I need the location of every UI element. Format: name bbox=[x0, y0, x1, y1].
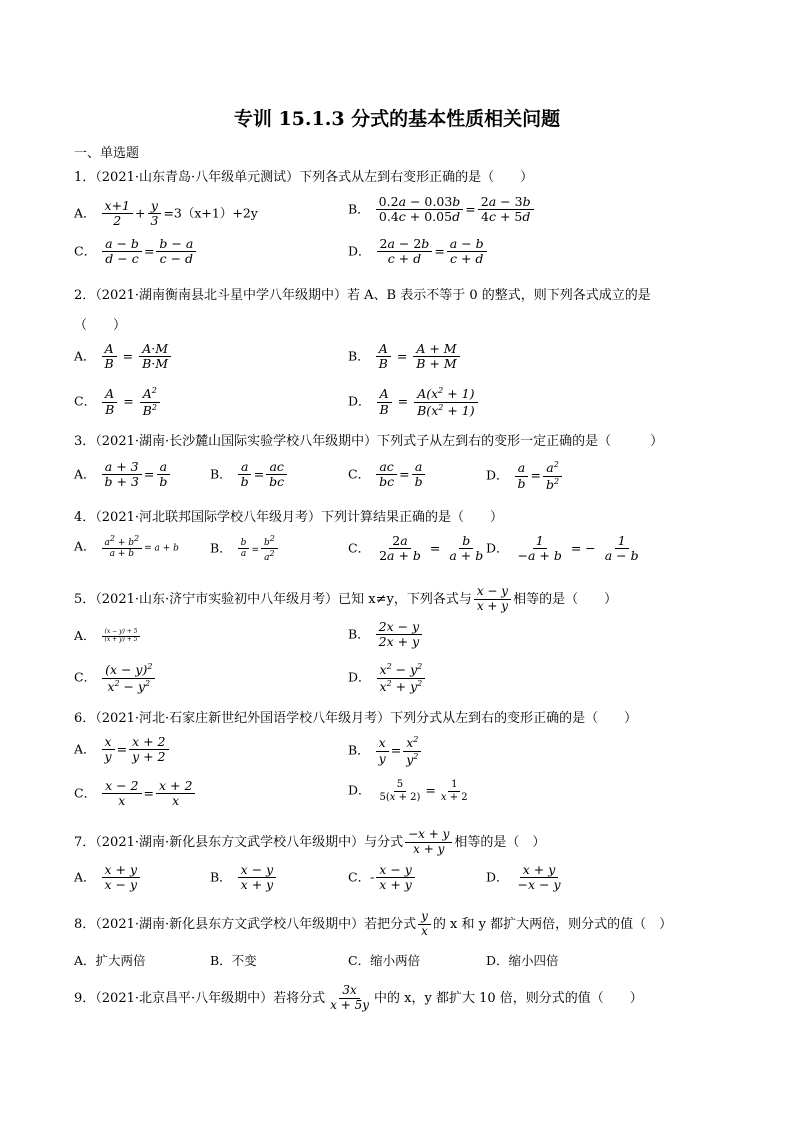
q8-option-a: A．扩大两倍 bbox=[74, 953, 146, 968]
option-label: C． bbox=[348, 540, 371, 556]
fraction: $\frac{-x + y}{x + y}$ bbox=[405, 828, 452, 857]
q6-option-b: B． $\frac{x}{y}$ = $\frac{x^2}{y^2}$ bbox=[348, 735, 423, 767]
question-9-stem bbox=[74, 984, 643, 1013]
q5-option-d bbox=[348, 662, 427, 694]
q7-option-a bbox=[74, 863, 142, 893]
fraction: $\frac{x + y}{x - y}$ bbox=[102, 863, 141, 893]
option-label: A． bbox=[74, 869, 96, 885]
stem-text: 8．（2021·湖南·新化县东方文武学校八年级期中）若把分式 bbox=[74, 916, 417, 932]
option-label: D． bbox=[348, 243, 371, 259]
fraction: $\frac{a}{b}$ bbox=[515, 461, 529, 491]
fraction: $\frac{x - 2}{x}$ bbox=[102, 779, 141, 809]
option-label: C． bbox=[74, 393, 97, 409]
option-label: A． bbox=[74, 741, 96, 757]
q2-option-a: A． $\frac{A}{B}$ = $\frac{A\cdot M}{B\cdot M}$ bbox=[74, 342, 173, 372]
q4-option-a: A． $\frac{a^2 + b^2}{a + b}$ = a + b bbox=[74, 534, 179, 560]
q2-option-b: B． $\frac{A}{B}$ = $\frac{A + M}{B + M}$ bbox=[348, 342, 462, 372]
question-3-stem: 3．（2021·湖南·长沙麓山国际实验学校八年级期中）下列式子从左到右的变形一定正确的是（ ） bbox=[74, 434, 664, 449]
q7-option-b bbox=[210, 863, 278, 893]
fraction: $\frac{x}{y}$ bbox=[102, 735, 115, 765]
fraction: $\frac{b - a}{c - d}$ bbox=[156, 237, 196, 267]
fraction: $\frac{a^2 + b^2}{a + b}$ bbox=[102, 534, 143, 560]
q5-option-a bbox=[74, 626, 142, 644]
option-label: D． bbox=[486, 540, 509, 556]
stem-text: 9．（2021·北京昌平·八年级期中）若将分式 bbox=[74, 990, 326, 1006]
fraction: $\frac{a - b}{c + d}$ bbox=[447, 237, 487, 267]
fraction: $\frac{x - y}{x + y}$ bbox=[376, 863, 415, 893]
fraction: $\frac{A}{B}$ bbox=[102, 387, 117, 417]
question-4-stem: 4．（2021·河北联邦国际学校八年级月考）下列计算结果正确的是（ ） bbox=[74, 510, 503, 525]
question-6-stem: 6．（2021·河北·石家庄新世纪外国语学校八年级月考）下列分式从左到右的变形正确的是（ ） bbox=[74, 711, 638, 726]
fraction: $\frac{b^2}{a^2}$ bbox=[261, 534, 278, 564]
fraction: $\frac{A + M}{B + M}$ bbox=[413, 342, 459, 372]
q4-option-b: B． $\frac{b}{a}$ = $\frac{b^2}{a^2}$ bbox=[210, 534, 280, 564]
q3-option-b: B． $\frac{a}{b}$ = $\frac{ac}{bc}$ bbox=[210, 460, 289, 490]
stem-text: 7．（2021·湖南·新化县东方文武学校八年级期中）与分式 bbox=[74, 834, 404, 850]
q6-option-d: D． $\frac{5}{5(x + 2)}$ = $\frac{1}{x + 2}$ bbox=[348, 779, 473, 803]
q2-option-d: D． $\frac{A}{B}$ = $\frac{A(x^2 + 1)}{B(x^2 + 1)}$ bbox=[348, 386, 480, 418]
fraction: $\frac{a}{b}$ bbox=[238, 460, 252, 490]
q3-option-a: A． $\frac{a + 3}{b + 3}$ = $\frac{a}{b}$ bbox=[74, 460, 172, 490]
option-label: B． bbox=[348, 626, 370, 642]
question-2-stem: 2．（2021·湖南衡南县北斗星中学八年级期中）若 A、B 表示不等于 0 的整式，则下列各式成立的是 bbox=[74, 288, 651, 303]
fraction: $\frac{2x - y}{2x + y}$ bbox=[376, 620, 423, 650]
stem-text: 的 x 和 y 都扩大两倍，则分式的值（ ） bbox=[432, 916, 673, 932]
option-label: B． bbox=[348, 348, 370, 364]
fraction: $\frac{x - y}{x + y}$ bbox=[474, 585, 511, 614]
fraction: $\frac{0.2a - 0.03b}{0.4c + 0.05d}$ bbox=[376, 195, 464, 225]
stem-text: 相等的是（ ） bbox=[513, 591, 618, 607]
q6-option-c: C． $\frac{x - 2}{x}$ = $\frac{x + 2}{x}$ bbox=[74, 779, 197, 809]
fraction: $\frac{A}{B}$ bbox=[377, 387, 392, 417]
fraction: $\frac{a}{b}$ bbox=[412, 460, 426, 490]
q6-option-a: A． $\frac{x}{y}$ = $\frac{x + 2}{y + 2}$ bbox=[74, 735, 171, 765]
fraction: $\frac{2a}{2a + b}$ bbox=[379, 533, 421, 564]
fraction: $\frac{(x - y) + 5}{(x + y) + 5}$ bbox=[102, 629, 141, 644]
option-label: B． bbox=[348, 742, 370, 758]
option-label: D． bbox=[486, 869, 509, 885]
option-label: B． bbox=[210, 540, 232, 556]
fraction: $\frac{b}{a}$ bbox=[238, 538, 250, 560]
fraction: $\frac{a}{b}$ bbox=[156, 460, 170, 490]
q1-option-d: D． $\frac{2a - 2b}{c + d}$ = $\frac{a - b}{c + d}$ bbox=[348, 237, 489, 267]
q8-option-d: D．缩小四倍 bbox=[486, 953, 559, 968]
fraction: $\frac{a - b}{d - c}$ bbox=[102, 237, 142, 267]
q5-option-b bbox=[348, 620, 424, 650]
fraction: $\frac{y}{x}$ bbox=[418, 910, 431, 939]
fraction: $\frac{x + 2}{y + 2}$ bbox=[129, 735, 168, 765]
fraction: $\frac{(x - y)^2}{x^2 - y^2}$ bbox=[102, 662, 155, 694]
fraction: $\frac{a + 3}{b + 3}$ bbox=[102, 460, 142, 490]
option-label: D． bbox=[348, 669, 371, 685]
stem-text: 5．（2021·山东·济宁市实验初中八年级月考）已知 x≠y，下列各式与 bbox=[74, 591, 472, 607]
question-8-stem bbox=[74, 910, 672, 939]
fraction: $\frac{x + y}{-x - y}$ bbox=[517, 862, 561, 893]
option-label: C． bbox=[74, 785, 97, 801]
option-label: B． bbox=[348, 201, 370, 217]
fraction: $\frac{x + 2}{x}$ bbox=[156, 779, 195, 809]
fraction: $\frac{2a - 3b}{4c + 5d}$ bbox=[478, 195, 534, 225]
q8-option-b: B．不变 bbox=[210, 953, 257, 968]
expression-tail: =3（x+1）+2y bbox=[163, 205, 258, 221]
fraction: $\frac{x+1}{2}$ bbox=[102, 199, 133, 229]
q1-option-c: C． $\frac{a - b}{d - c}$ = $\frac{b - a}{c - d}$ bbox=[74, 237, 198, 267]
fraction: $\frac{A}{B}$ bbox=[102, 342, 117, 372]
question-1-stem: 1．（2021·山东青岛·八年级单元测试）下列各式从左到右变形正确的是（ ） bbox=[74, 170, 534, 185]
option-label: C． bbox=[348, 466, 371, 482]
option-label: A． bbox=[74, 205, 96, 221]
page-title: 专训 15.1.3 分式的基本性质相关问题 bbox=[233, 108, 561, 130]
q4-option-d: D． $\frac{1}{-a + b}$ = − $\frac{1}{a - b}$ bbox=[486, 534, 644, 564]
stem-text: 相等的是（ ） bbox=[454, 834, 546, 850]
q1-option-b: B． $\frac{0.2a - 0.03b}{0.4c + 0.05d}$ = $\frac{2a - 3b}{4c + 5d}$ bbox=[348, 195, 536, 225]
fraction: $\frac{x}{y}$ bbox=[376, 736, 389, 766]
option-label: D． bbox=[348, 393, 371, 409]
q2-option-c: C． $\frac{A}{B}$ = $\frac{A^2}{B^2}$ bbox=[74, 386, 162, 418]
section-heading: 一、单选题 bbox=[74, 146, 140, 161]
option-label: A． bbox=[74, 348, 96, 364]
q3-option-d: D． $\frac{a}{b}$ = $\frac{a^2}{b^2}$ bbox=[486, 460, 564, 492]
fraction: $\frac{2a - 2b}{c + d}$ bbox=[377, 237, 433, 267]
fraction: $\frac{A^2}{B^2}$ bbox=[140, 386, 160, 418]
option-label: B． bbox=[210, 466, 232, 482]
fraction: $\frac{A\cdot M}{B\cdot M}$ bbox=[139, 342, 171, 372]
option-label: A． bbox=[74, 466, 96, 482]
option-label: A． bbox=[74, 628, 96, 643]
fraction: $\frac{a^2}{b^2}$ bbox=[543, 460, 562, 492]
q7-option-d bbox=[486, 863, 566, 893]
option-label: C． bbox=[74, 243, 97, 259]
option-label: D． bbox=[486, 467, 509, 483]
fraction: $\frac{x - y}{x + y}$ bbox=[238, 863, 277, 893]
option-label: A． bbox=[74, 538, 96, 554]
fraction: $\frac{x^2}{y^2}$ bbox=[403, 735, 421, 767]
q3-option-c: C． $\frac{ac}{bc}$ = $\frac{a}{b}$ bbox=[348, 460, 428, 490]
fraction: $\frac{1}{-a + b}$ bbox=[517, 533, 562, 564]
q8-option-c: C．缩小两倍 bbox=[348, 953, 421, 968]
fraction: $\frac{5}{5(x + 2)}$ bbox=[379, 779, 421, 803]
fraction: $\frac{3x}{x + 5y}$ bbox=[330, 983, 369, 1012]
fraction: $\frac{1}{x + 2}$ bbox=[440, 779, 468, 803]
option-label: C．- bbox=[348, 869, 375, 885]
fraction: $\frac{1}{a - b}$ bbox=[604, 533, 639, 564]
fraction: $\frac{ac}{bc}$ bbox=[376, 460, 397, 490]
fraction: $\frac{y}{3}$ bbox=[147, 199, 161, 229]
question-7-stem bbox=[74, 828, 545, 857]
q1-option-a: A． $\frac{x+1}{2}$ + $\frac{y}{3}$ =3（x+1）+2y bbox=[74, 198, 258, 229]
option-label: D． bbox=[348, 782, 371, 798]
question-2-stem-cont: （ ） bbox=[74, 318, 127, 333]
q4-option-c: C． $\frac{2a}{2a + b}$ = $\frac{b}{a + b}$ bbox=[348, 534, 488, 564]
fraction: $\frac{ac}{bc}$ bbox=[266, 460, 287, 490]
stem-text: 中的 x，y 都扩大 10 倍，则分式的值（ ） bbox=[374, 990, 643, 1006]
q7-option-c bbox=[348, 863, 417, 893]
fraction: $\frac{b}{a + b}$ bbox=[449, 533, 484, 564]
question-5-stem bbox=[74, 585, 617, 614]
q5-option-c bbox=[74, 662, 157, 694]
fraction: $\frac{A(x^2 + 1)}{B(x^2 + 1)}$ bbox=[414, 386, 477, 418]
option-label: B． bbox=[210, 869, 232, 885]
option-label: C． bbox=[74, 669, 97, 685]
fraction: $\frac{x^2 - y^2}{x^2 + y^2}$ bbox=[377, 662, 426, 694]
fraction: $\frac{A}{B}$ bbox=[376, 342, 391, 372]
